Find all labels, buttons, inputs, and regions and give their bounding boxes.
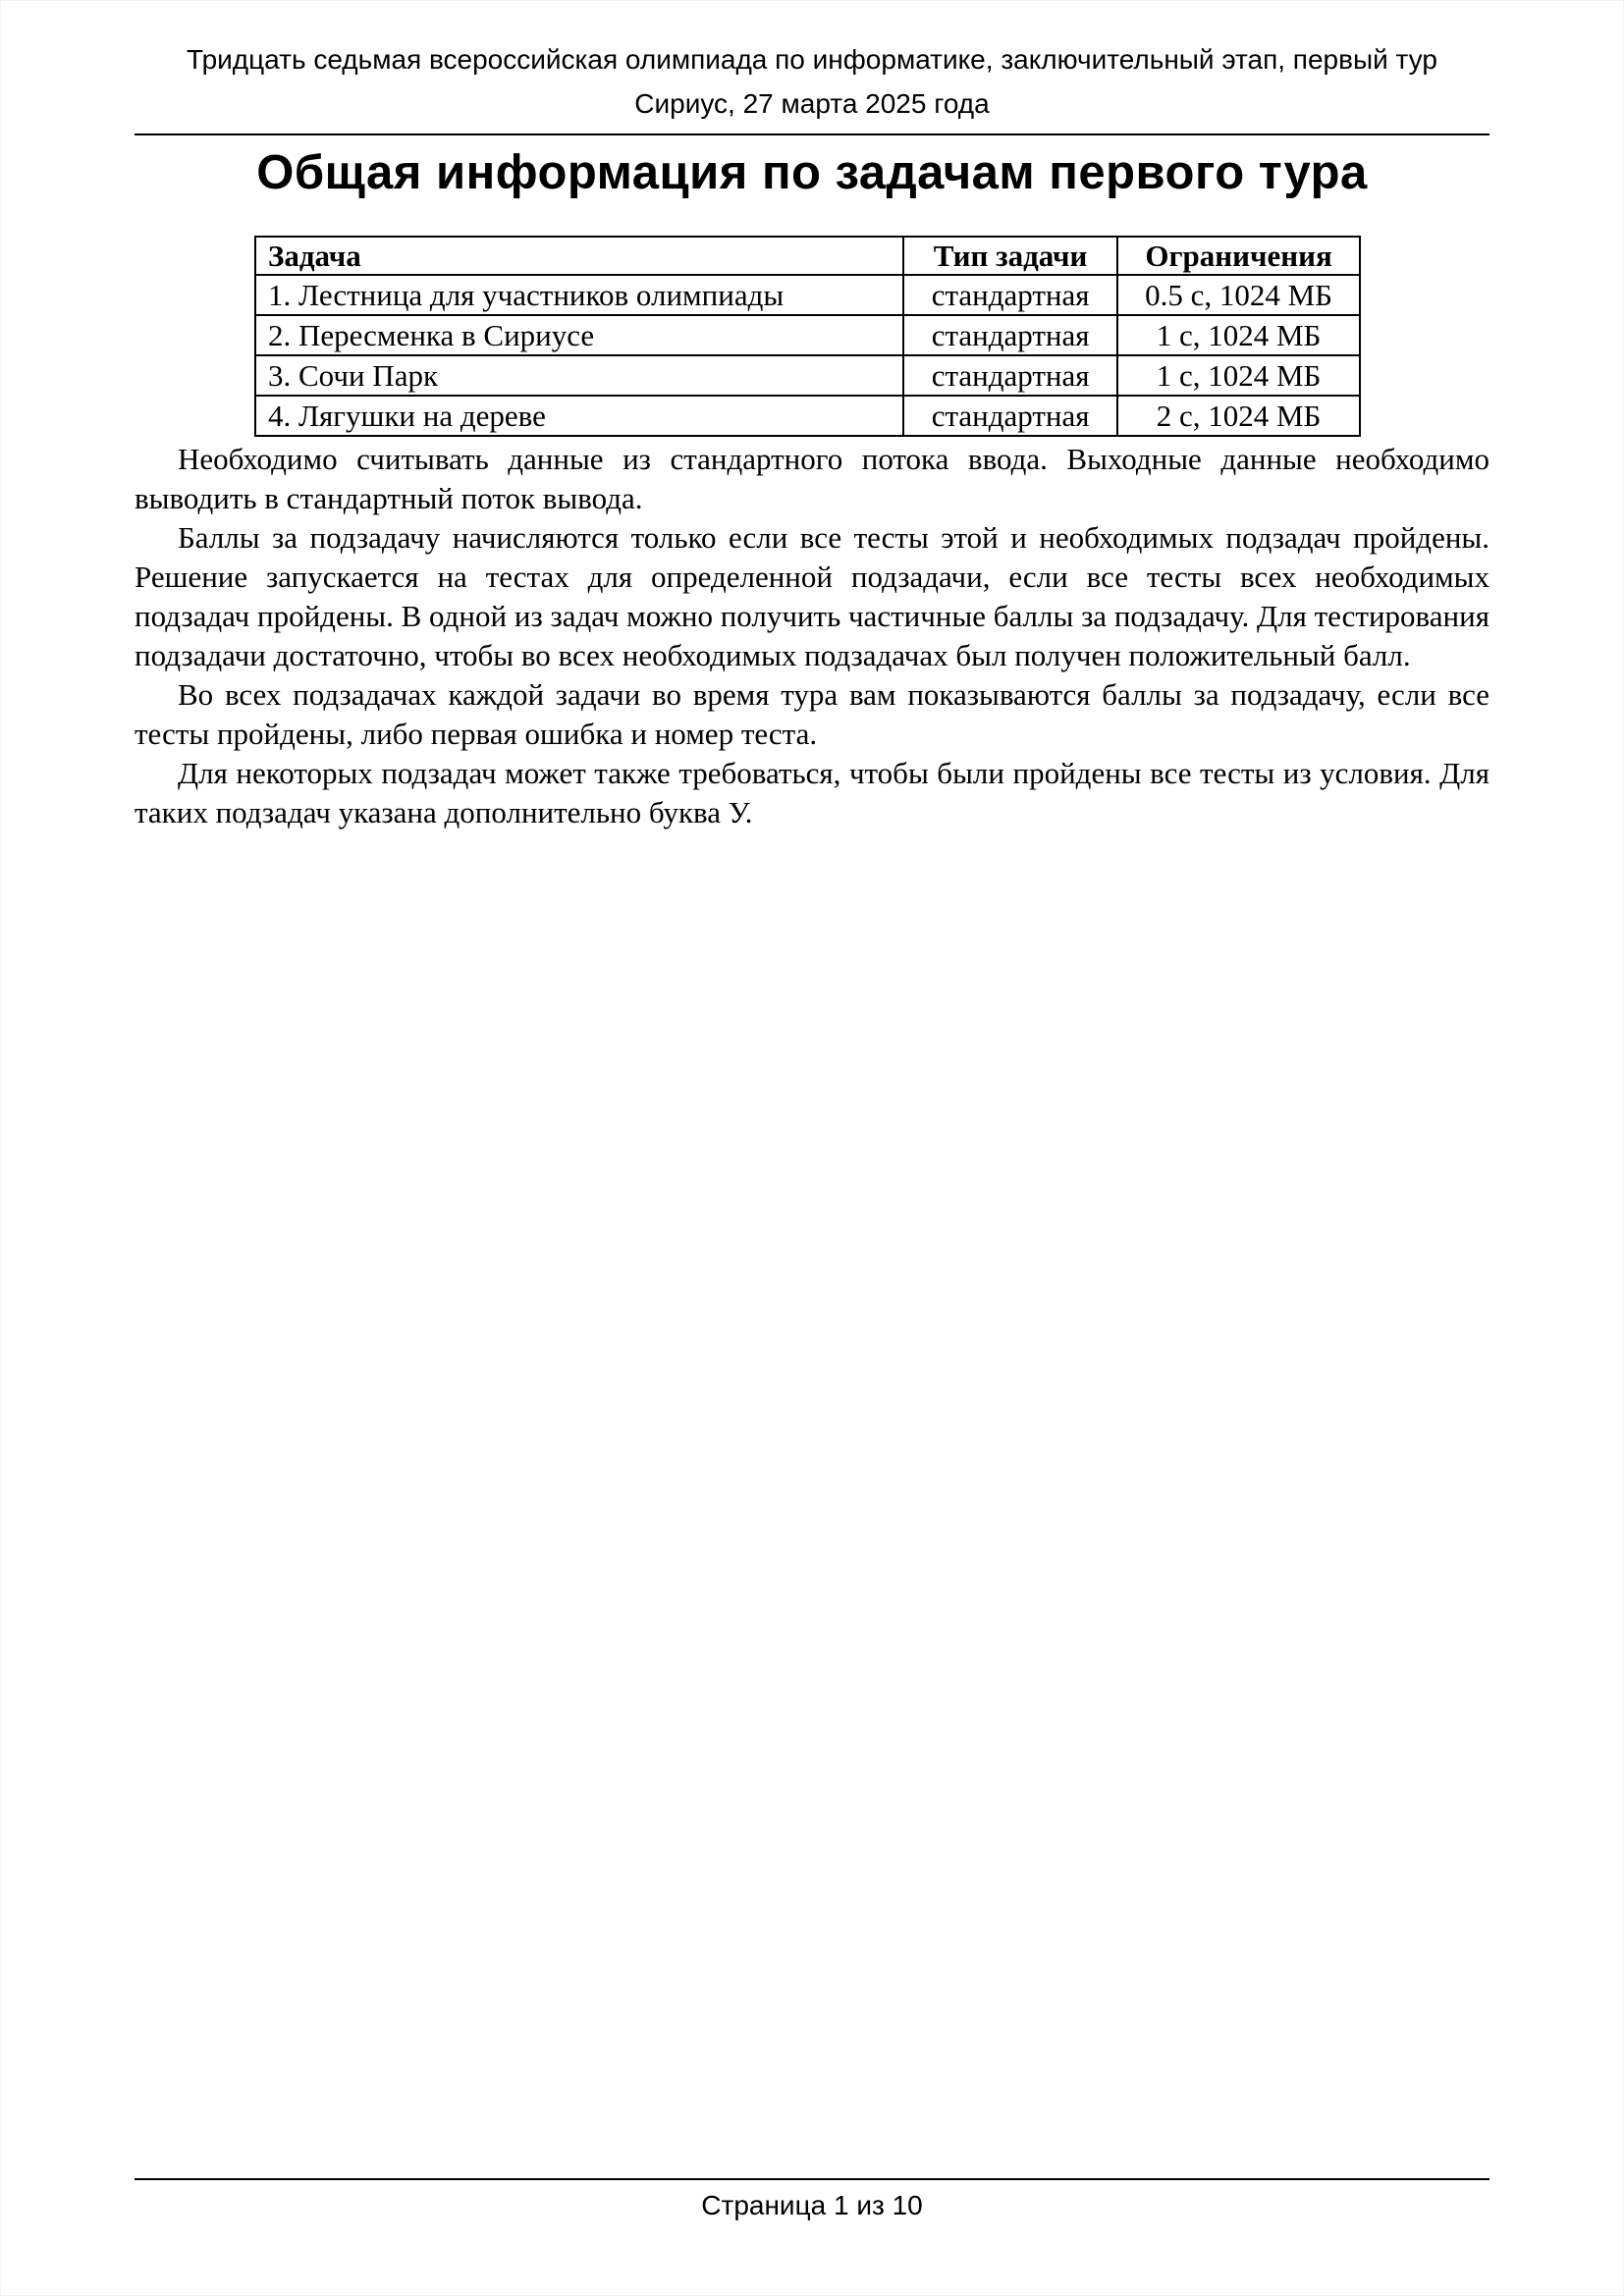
column-header-task: Задача	[255, 237, 903, 275]
header-line-1: Тридцать седьмая всероссийская олимпиада по информатике, заключительный этап, первый тур	[187, 44, 1437, 75]
column-header-limits: Ограничения	[1117, 237, 1360, 275]
table-header-row	[255, 237, 1360, 275]
table-row	[255, 355, 1360, 396]
task-type-cell: стандартная	[903, 355, 1117, 396]
task-limits-cell: 2 с, 1024 МБ	[1117, 396, 1360, 436]
table-row	[255, 315, 1360, 355]
page-header	[135, 37, 1489, 126]
table-row	[255, 396, 1360, 436]
task-name-cell: 1. Лестница для участников олимпиады	[255, 275, 903, 315]
page-title: Общая информация по задачам первого тура	[256, 146, 1368, 199]
task-type-cell: стандартная	[903, 315, 1117, 355]
task-type-cell: стандартная	[903, 396, 1117, 436]
task-limits-cell: 0.5 с, 1024 МБ	[1117, 275, 1360, 315]
tasks-table	[254, 236, 1361, 437]
page-number: Страница 1 из 10	[701, 2190, 923, 2220]
task-limits-cell: 1 с, 1024 МБ	[1117, 355, 1360, 396]
paragraph-io-streams: Необходимо считывать данные из стандартного потока ввода. Выходные данные необходимо выводить в стандартный поток вывода.	[135, 442, 1489, 515]
task-name-cell: 2. Пересменка в Сириусе	[255, 315, 903, 355]
header-line-2: Сириус, 27 марта 2025 года	[634, 88, 990, 119]
task-type-cell: стандартная	[903, 275, 1117, 315]
body-text	[135, 440, 1489, 832]
table-row	[255, 275, 1360, 315]
paragraph-letter-u: Для некоторых подзадач может также требоваться, чтобы были пройдены все тесты из условия. Для таких подзадач указана дополнительно буква У.	[135, 756, 1489, 829]
task-name-cell: 4. Лягушки на дереве	[255, 396, 903, 436]
header-rule	[135, 133, 1489, 135]
task-name-cell: 3. Сочи Парк	[255, 355, 903, 396]
paragraph-feedback: Во всех подзадачах каждой задачи во время тура вам показываются баллы за подзадачу, если все тесты пройдены, либо первая ошибка и номер теста.	[135, 677, 1489, 751]
footer-rule	[135, 2178, 1489, 2180]
paragraph-subtask-scoring: Баллы за подзадачу начисляются только если все тесты этой и необходимых подзадач пройдены. Решение запускается на тестах для определенной подзадачи, если все тесты всех необходимых подзадач пройдены. В одной из задач можно получить частичные баллы за подзадачу. Для тестирования подзадачи достаточно, чтобы во всех необходимых подзадачах был получен положительный балл.	[135, 520, 1489, 672]
column-header-type: Тип задачи	[903, 237, 1117, 275]
task-limits-cell: 1 с, 1024 МБ	[1117, 315, 1360, 355]
